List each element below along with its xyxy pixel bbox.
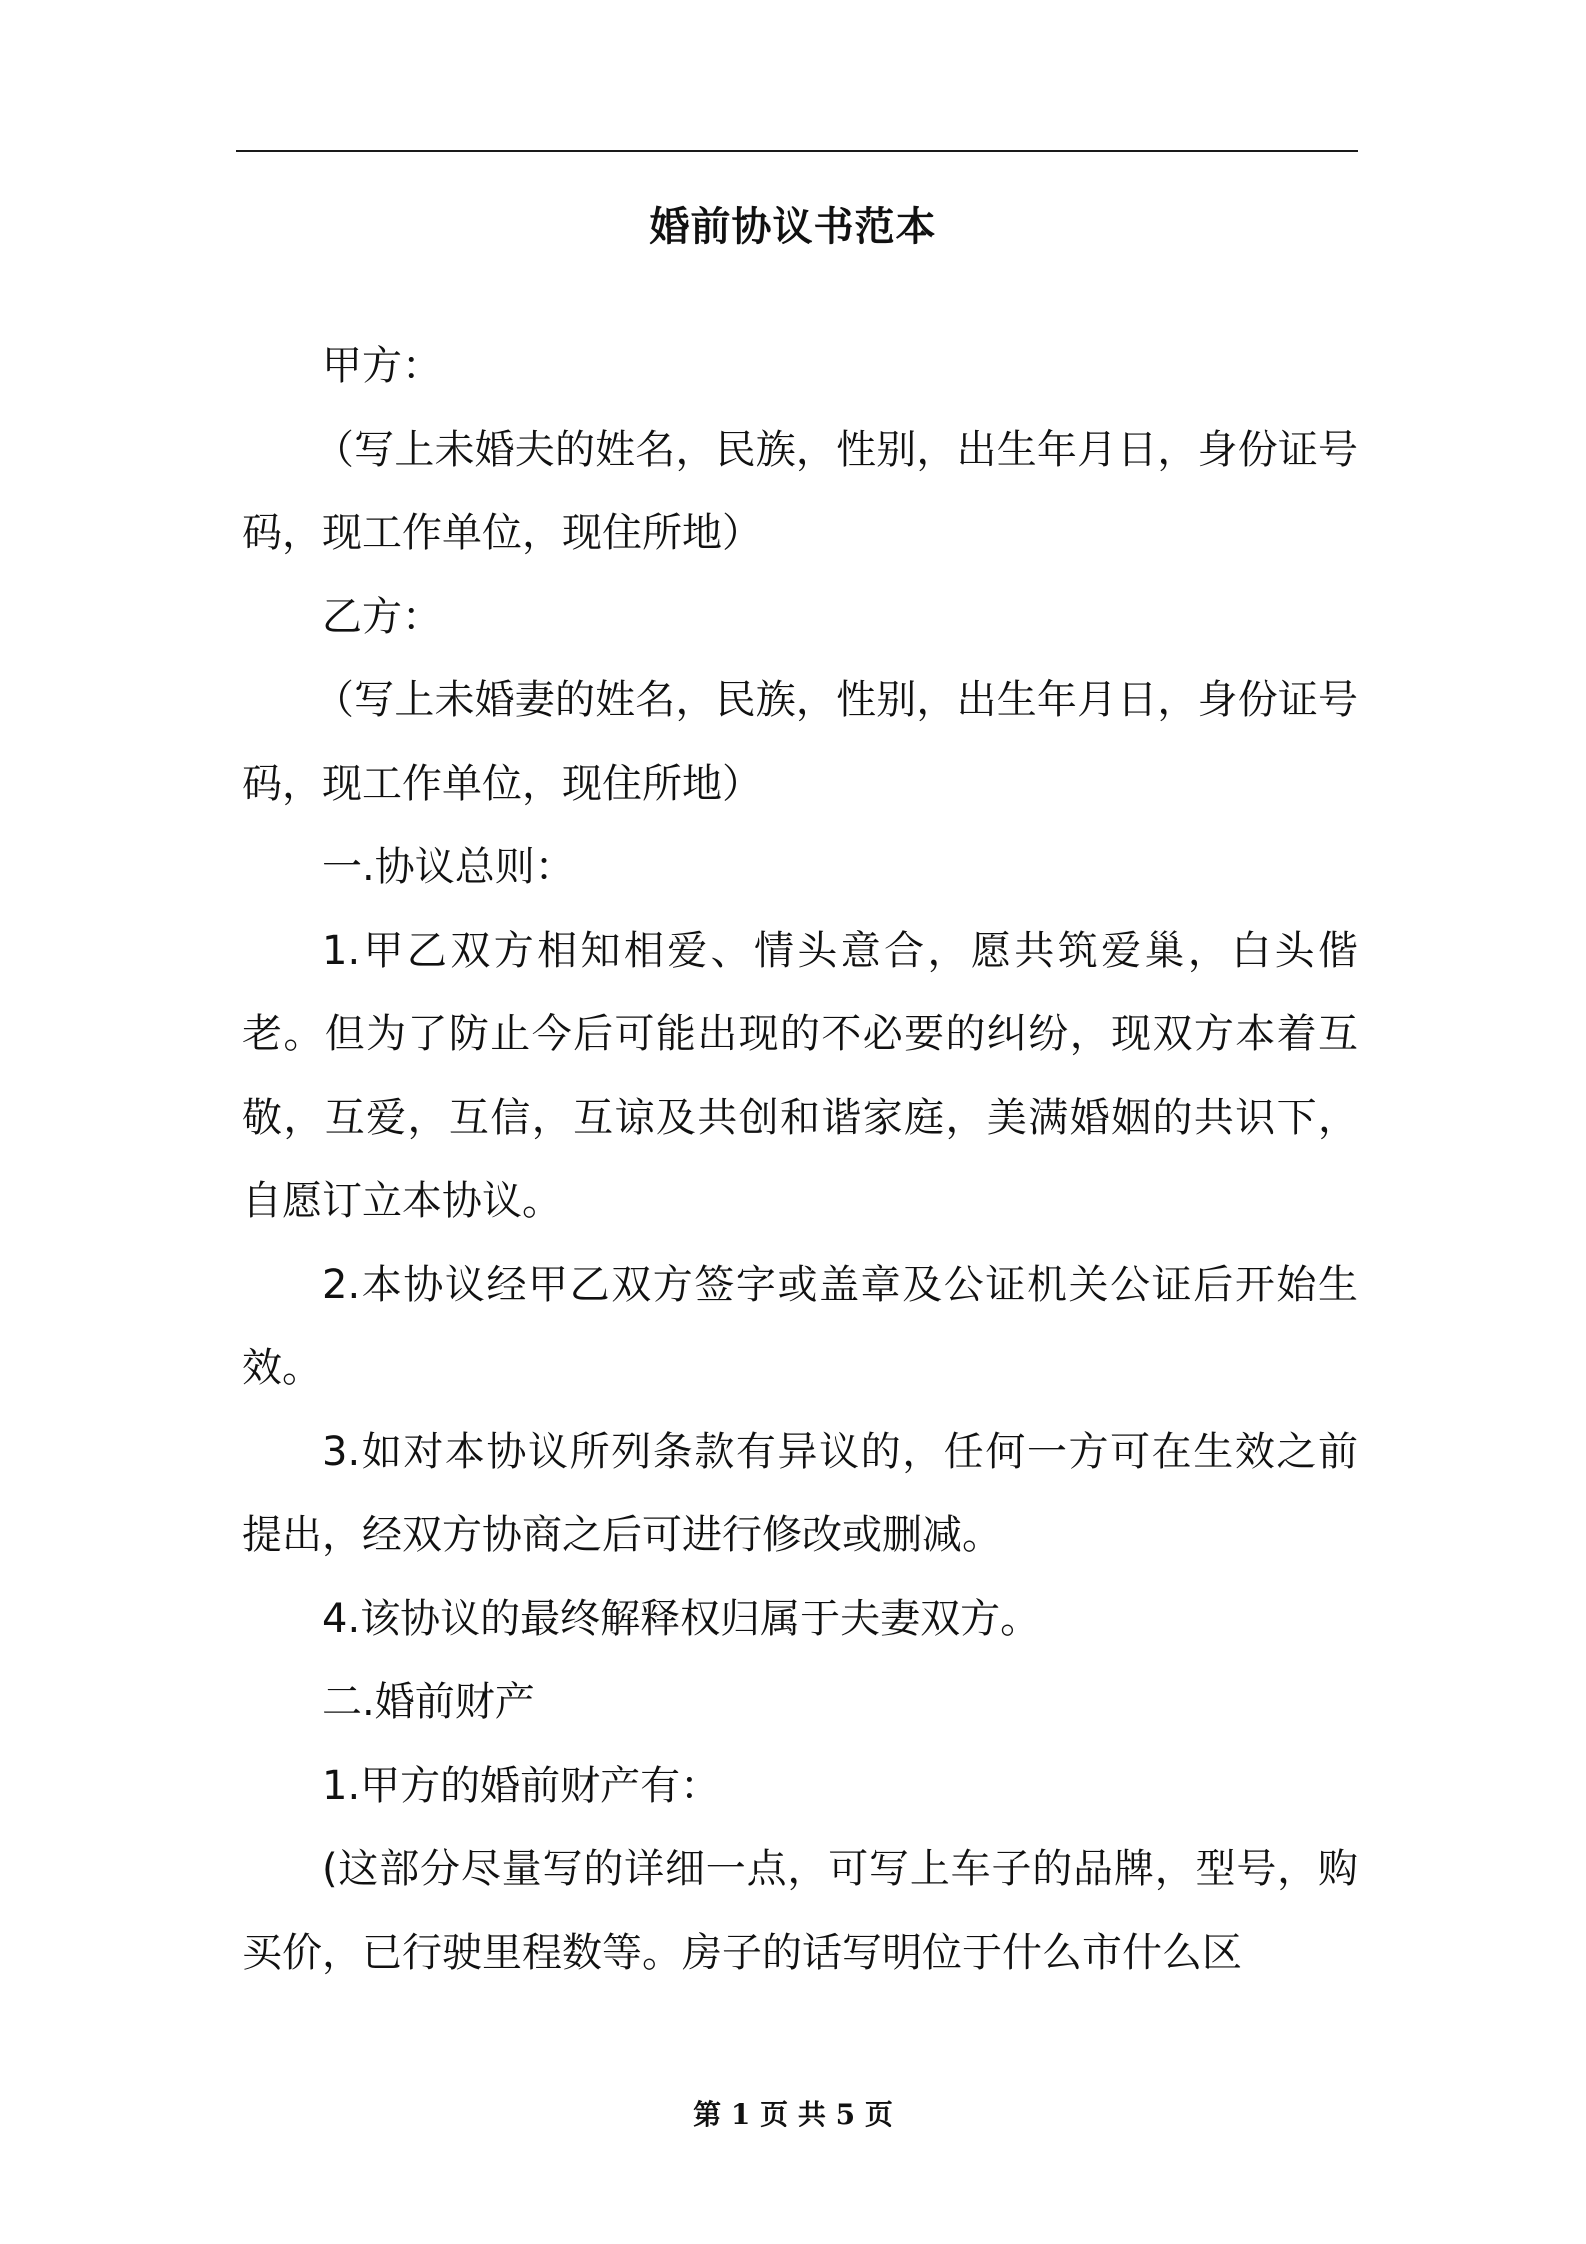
section-1-heading: 一.协议总则： (322, 844, 575, 890)
party-b-details: （写上未婚妻的姓名，民族，性别，出生年月日，身份证号码，现工作单位，现住所地） (242, 677, 1358, 807)
party-a-label: 甲方： (322, 343, 442, 389)
document-title: 婚前协议书范本 (649, 204, 937, 250)
clause-2-1: 1.甲方的婚前财产有： (322, 1762, 721, 1809)
clause-1-3: 3.如对本协议所列条款有异议的，任何一方可在生效之前提出，经双方协商之后可进行修改或删减。 (242, 1428, 1358, 1558)
section-2-heading: 二.婚前财产 (322, 1679, 535, 1725)
party-a-details: （写上未婚夫的姓名，民族，性别，出生年月日，身份证号码，现工作单位，现住所地） (242, 426, 1358, 556)
clause-1-1: 1.甲乙双方相知相爱、情头意合，愿共筑爱巢，白头偕老。但为了防止今后可能出现的不必要的纠纷，现双方本着互敬，互爱，互信，互谅及共创和谐家庭，美满婚姻的共识下，自愿订立本协议。 (242, 927, 1358, 1224)
clause-1-2: 2.本协议经甲乙双方签字或盖章及公证机关公证后开始生效。 (242, 1261, 1358, 1391)
clause-1-4: 4.该协议的最终解释权归属于夫妻双方。 (322, 1595, 1041, 1642)
header-rule (236, 150, 1358, 152)
party-b-label: 乙方： (322, 593, 442, 640)
page-number: 第 1 页 共 5 页 (693, 2098, 893, 2131)
document-body (242, 325, 1358, 1995)
clause-2-1-note: (这部分尽量写的详细一点，可写上车子的品牌，型号，购买价，已行驶里程数等。房子的话写明位于什么市什么区 (242, 1846, 1358, 1976)
